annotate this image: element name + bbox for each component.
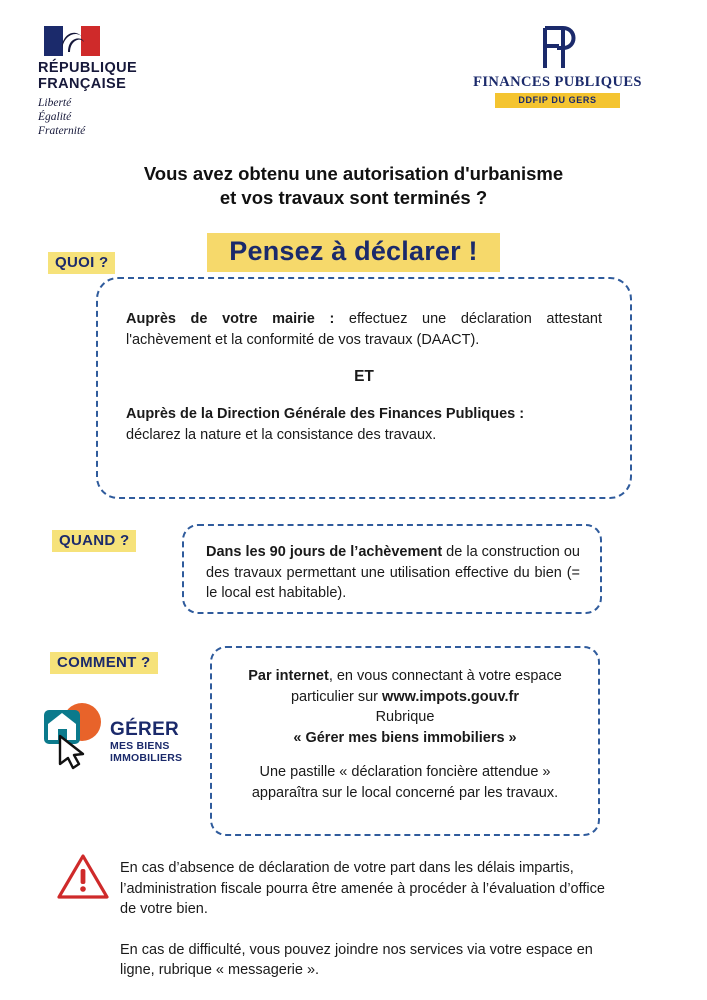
- warning-paragraph-1: En cas d’absence de déclaration de votre part dans les délais impartis, l’administration fiscale pourra être amenée à procéder à l’évaluation d’office de votre bien.: [120, 860, 605, 918]
- motto-egalite: Égalité: [38, 111, 72, 124]
- warning-triangle-icon: [56, 852, 110, 900]
- quoi-dgfip-paragraph: [126, 404, 602, 445]
- dgfip-logo: [470, 24, 645, 108]
- republique-line1: RÉPUBLIQUE: [38, 60, 138, 76]
- quoi-dgfip-text: déclarez la nature et la consistance des travaux.: [126, 426, 437, 443]
- republique-line2: FRANÇAISE: [38, 75, 127, 92]
- comment-rubrique-label: Rubrique: [375, 709, 435, 726]
- gmbi-wordmark: [110, 720, 182, 763]
- page-title-line2: et vos travaux sont terminés ?: [219, 187, 488, 209]
- impots-gouv-link[interactable]: www.impots.gouv.fr: [382, 688, 519, 705]
- section-label-comment: COMMENT ?: [50, 652, 158, 674]
- comment-content-box: [210, 646, 600, 836]
- pensez-a-declarer-text: Pensez à déclarer !: [207, 233, 499, 272]
- french-flag-icon: [44, 26, 100, 56]
- dgfip-monogram-icon: [470, 24, 645, 72]
- page-title-line1: Vous avez obtenu une autorisation d'urbanisme: [143, 163, 564, 184]
- dgfip-department: DDFIP DU GERS: [495, 93, 620, 108]
- republique-francaise-logo: [38, 26, 188, 138]
- warning-text-block: [120, 858, 610, 981]
- quoi-mairie-text: effectuez une déclaration attestant l'achèvement et la conformité de vos travaux (DAACT).: [126, 311, 602, 348]
- republique-motto: [38, 96, 188, 138]
- motto-liberte: Liberté: [38, 97, 72, 110]
- comment-rubrique-name: « Gérer mes biens immobiliers »: [293, 729, 517, 746]
- quoi-dgfip-label: Auprès de la Direction Générale des Finances Publiques :: [126, 406, 525, 423]
- gerer-mes-biens-immobiliers-logo: [38, 700, 188, 792]
- comment-pastille-paragraph: Une pastille « déclaration foncière attendue » apparaîtra sur le local concerné par les travaux.: [251, 764, 559, 801]
- gmbi-sub-label-2: IMMOBILIERS: [110, 751, 183, 764]
- page-title: [40, 162, 667, 211]
- marianne-profile-icon: [58, 28, 86, 54]
- warning-paragraph-2: En cas de difficulté, vous pouvez joindre nos services via votre espace en ligne, rubrique « messagerie ».: [120, 941, 593, 979]
- quand-rest-text: de la construction ou des travaux permettant une utilisation effective du bien (= le local est habitable).: [206, 544, 580, 602]
- section-label-quand: QUAND ?: [52, 530, 136, 552]
- section-label-quoi-wrap: [48, 252, 115, 274]
- comment-internet-paragraph: [230, 666, 580, 707]
- quoi-et-connector: ET: [354, 368, 374, 386]
- quand-paragraph: [206, 542, 580, 604]
- document-header: [0, 0, 707, 136]
- quoi-content-box: [96, 277, 632, 499]
- quoi-mairie-label: Auprès de votre mairie :: [126, 311, 335, 327]
- dgfip-name: FINANCES PUBLIQUES: [473, 74, 642, 90]
- quand-content-box: [182, 524, 602, 614]
- quand-bold-text: Dans les 90 jours de l’achèvement: [206, 544, 443, 560]
- quoi-mairie-paragraph: [126, 309, 602, 350]
- gmbi-main-label: GÉRER: [110, 719, 180, 740]
- section-label-comment-wrap: [50, 652, 158, 674]
- comment-spacer: [230, 748, 580, 762]
- gmbi-sub-label-1: MES BIENS: [110, 740, 170, 752]
- section-label-quoi: QUOI ?: [48, 252, 115, 274]
- comment-internet-text: , en vous connectant à votre espace particulier sur: [290, 668, 562, 705]
- house-cursor-icon: [38, 700, 108, 772]
- republique-title: [38, 61, 188, 92]
- comment-par-internet-label: Par internet: [248, 668, 329, 684]
- section-label-quand-wrap: [52, 530, 136, 552]
- motto-fraternite: Fraternité: [38, 125, 86, 138]
